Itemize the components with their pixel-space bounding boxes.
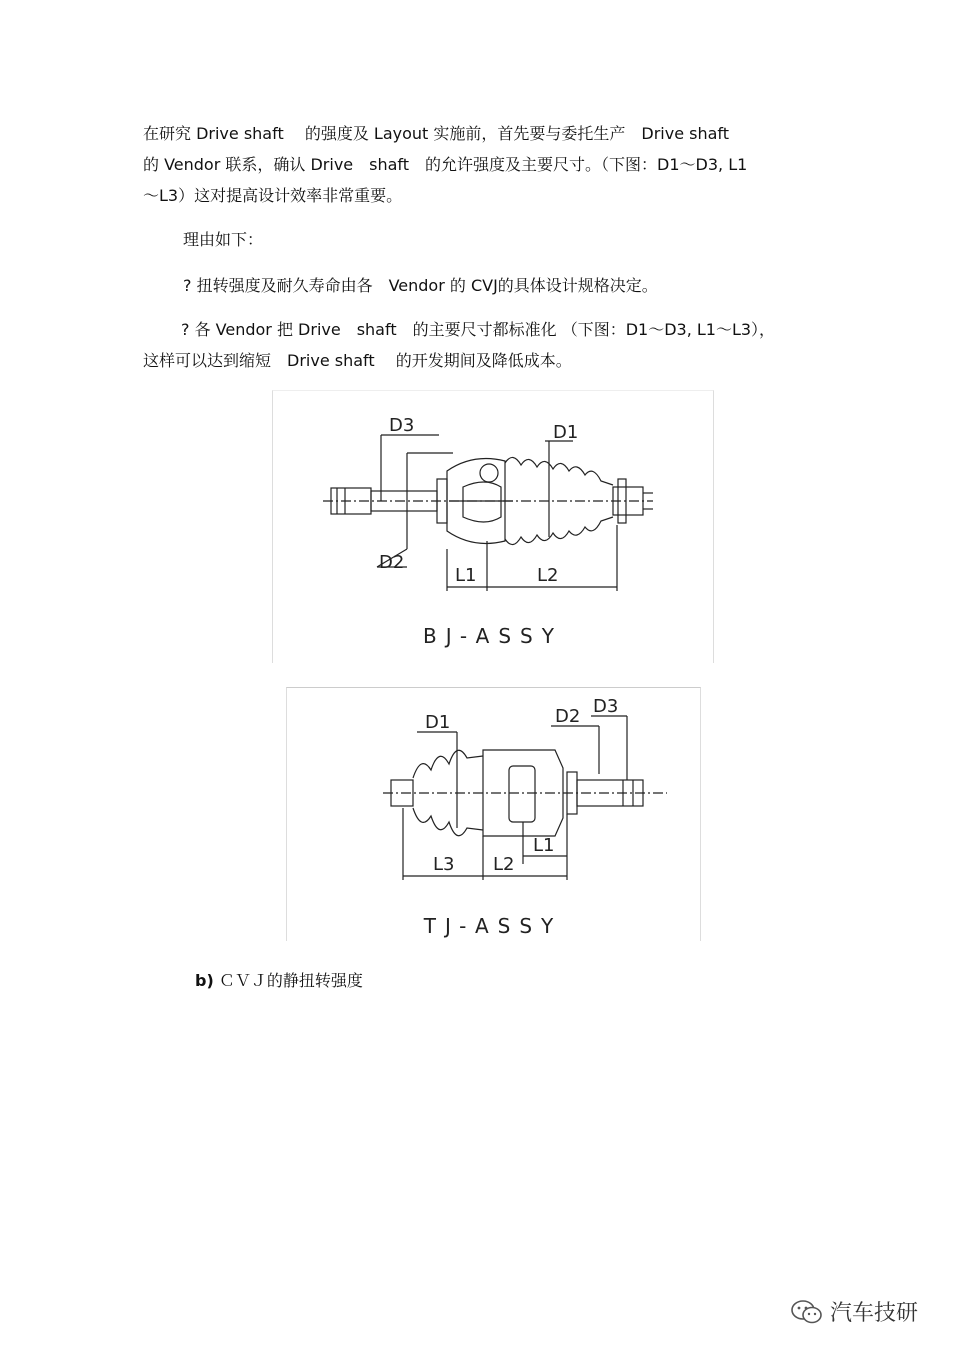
- caption-prefix: b): [195, 971, 214, 990]
- intro-line-3: ～L3）这对提高设计效率非常重要。: [143, 186, 403, 205]
- bj-label-l1: L1: [455, 565, 477, 586]
- tj-assy-figure: [286, 687, 701, 941]
- bj-label-d3: D3: [389, 415, 415, 436]
- bj-label-l2: L2: [537, 565, 559, 586]
- tj-title: TJ-ASSY: [423, 914, 563, 938]
- tj-label-l1: L1: [533, 835, 555, 856]
- reason-item-2-line-2: 这样可以达到缩短 Drive shaft 的开发期间及降低成本。: [143, 351, 572, 370]
- tj-label-d3: D3: [593, 696, 619, 717]
- bj-label-d1: D1: [553, 422, 579, 443]
- bj-label-d2: D2: [379, 552, 405, 573]
- bj-assy-drawing: [273, 391, 713, 663]
- bj-assy-figure: [272, 390, 714, 663]
- tj-label-d1: D1: [425, 712, 451, 733]
- tj-label-l2: L2: [493, 854, 515, 875]
- bj-title: BJ-ASSY: [423, 624, 563, 648]
- tj-assy-drawing: [287, 688, 700, 941]
- watermark: [790, 1296, 918, 1327]
- wechat-icon: [790, 1298, 824, 1326]
- reason-item-2-line-1: ? 各 Vendor 把 Drive shaft 的主要尺寸都标准化 （下图：D1～D3, L1～L3），: [181, 320, 776, 339]
- reason-heading: 理由如下：: [183, 230, 264, 249]
- caption-text: ＣＶＪ的静扭转强度: [218, 971, 363, 990]
- intro-line-1: 在研究 Drive shaft 的强度及 Layout 实施前，首先要与委托生产 Drive shaft: [143, 124, 730, 143]
- tj-label-l3: L3: [433, 854, 455, 875]
- reason-item-2: [143, 314, 823, 376]
- intro-line-2: 的 Vendor 联系，确认 Drive shaft 的允许强度及主要尺寸。（下图：D1～D3, L1: [143, 155, 748, 174]
- reason-item-1: ? 扭转强度及耐久寿命由各 Vendor 的 CVJ的具体设计规格决定。: [183, 276, 658, 295]
- intro-paragraph: [143, 118, 823, 211]
- section-caption: [195, 968, 363, 991]
- watermark-text: 汽车技研: [830, 1301, 919, 1326]
- tj-label-d2: D2: [555, 706, 581, 727]
